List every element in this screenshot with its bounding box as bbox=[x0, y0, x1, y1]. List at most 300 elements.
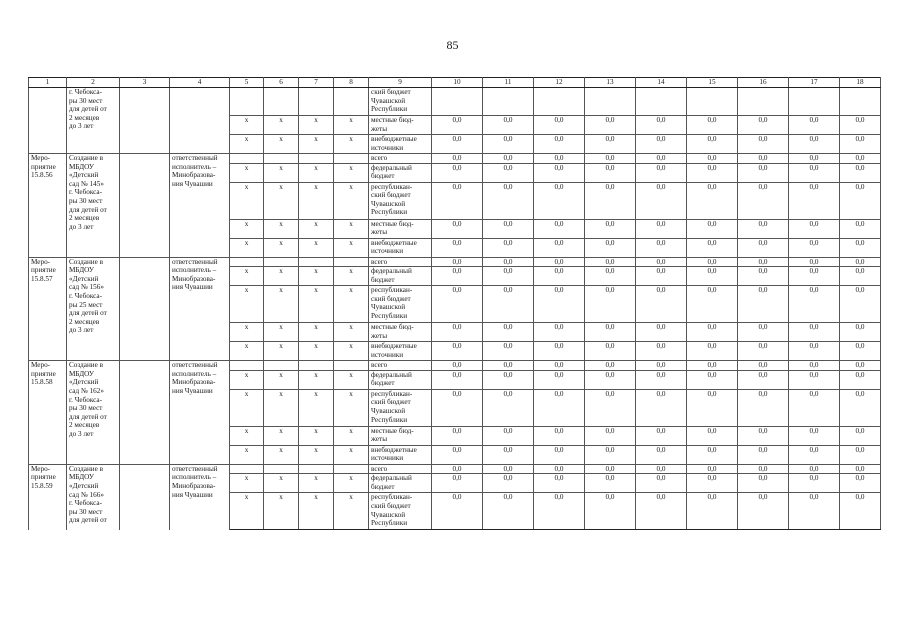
code-mark: x bbox=[299, 163, 334, 182]
value-cell: 0,0 bbox=[738, 342, 789, 361]
value-cell: 0,0 bbox=[432, 257, 483, 267]
value-cell: 0,0 bbox=[534, 493, 585, 530]
value-cell: 0,0 bbox=[585, 135, 636, 154]
executor bbox=[170, 88, 230, 154]
value-cell: 0,0 bbox=[687, 342, 738, 361]
code-mark bbox=[264, 257, 299, 267]
funding-source: республикан- ский бюджет Чувашской Республики bbox=[369, 493, 432, 530]
value-cell: 0,0 bbox=[432, 389, 483, 426]
empty-cell bbox=[120, 464, 170, 530]
code-mark: x bbox=[334, 370, 369, 389]
empty-cell bbox=[120, 257, 170, 361]
value-cell: 0,0 bbox=[738, 135, 789, 154]
code-mark: x bbox=[299, 474, 334, 493]
executor: ответственный исполнитель – Минобразова- ния Чувашии bbox=[170, 361, 230, 465]
value-cell: 0,0 bbox=[789, 219, 840, 238]
code-mark: x bbox=[334, 286, 369, 323]
code-mark: x bbox=[230, 182, 264, 219]
code-mark bbox=[264, 88, 299, 116]
code-mark: x bbox=[299, 370, 334, 389]
measure-name: Создание в МБДОУ «Детский сад № 145» г. Чебокса- ры 30 мест для детей от 2 месяцев до 3 лет bbox=[67, 154, 120, 258]
code-mark: x bbox=[334, 135, 369, 154]
column-header-8: 8 bbox=[334, 78, 369, 88]
code-mark bbox=[264, 464, 299, 474]
value-cell: 0,0 bbox=[585, 286, 636, 323]
code-mark: x bbox=[299, 323, 334, 342]
table-row bbox=[29, 361, 881, 371]
value-cell: 0,0 bbox=[636, 135, 687, 154]
value-cell: 0,0 bbox=[738, 257, 789, 267]
value-cell: 0,0 bbox=[432, 493, 483, 530]
code-mark: x bbox=[230, 342, 264, 361]
value-cell: 0,0 bbox=[534, 238, 585, 257]
code-mark: x bbox=[230, 426, 264, 445]
value-cell: 0,0 bbox=[840, 426, 881, 445]
column-header-11: 11 bbox=[483, 78, 534, 88]
value-cell: 0,0 bbox=[738, 238, 789, 257]
code-mark: x bbox=[264, 219, 299, 238]
value-cell: 0,0 bbox=[432, 267, 483, 286]
code-mark: x bbox=[299, 135, 334, 154]
value-cell: 0,0 bbox=[840, 267, 881, 286]
measure-name: Создание в МБДОУ «Детский сад № 166» г. Чебокса- ры 30 мест для детей от bbox=[67, 464, 120, 530]
value-cell: 0,0 bbox=[636, 163, 687, 182]
value-cell: 0,0 bbox=[636, 267, 687, 286]
code-mark: x bbox=[334, 426, 369, 445]
value-cell: 0,0 bbox=[789, 370, 840, 389]
funding-source: внебюджетные источники bbox=[369, 135, 432, 154]
code-mark: x bbox=[230, 323, 264, 342]
value-cell: 0,0 bbox=[840, 361, 881, 371]
funding-source: местные бюд- жеты bbox=[369, 426, 432, 445]
value-cell: 0,0 bbox=[483, 493, 534, 530]
value-cell: 0,0 bbox=[483, 163, 534, 182]
measure-code bbox=[29, 88, 67, 154]
funding-source: местные бюд- жеты bbox=[369, 323, 432, 342]
value-cell: 0,0 bbox=[585, 389, 636, 426]
code-mark: x bbox=[264, 389, 299, 426]
value-cell: 0,0 bbox=[840, 286, 881, 323]
value-cell: 0,0 bbox=[585, 474, 636, 493]
column-header-15: 15 bbox=[687, 78, 738, 88]
code-mark bbox=[334, 464, 369, 474]
value-cell bbox=[738, 88, 789, 116]
table-body bbox=[29, 88, 881, 530]
value-cell: 0,0 bbox=[789, 342, 840, 361]
code-mark bbox=[299, 257, 334, 267]
value-cell: 0,0 bbox=[534, 342, 585, 361]
value-cell: 0,0 bbox=[840, 493, 881, 530]
value-cell: 0,0 bbox=[432, 445, 483, 464]
value-cell: 0,0 bbox=[585, 219, 636, 238]
code-mark: x bbox=[264, 474, 299, 493]
value-cell: 0,0 bbox=[585, 257, 636, 267]
value-cell: 0,0 bbox=[687, 116, 738, 135]
value-cell: 0,0 bbox=[585, 361, 636, 371]
value-cell bbox=[789, 88, 840, 116]
value-cell: 0,0 bbox=[789, 426, 840, 445]
value-cell: 0,0 bbox=[840, 389, 881, 426]
value-cell: 0,0 bbox=[687, 464, 738, 474]
value-cell: 0,0 bbox=[534, 474, 585, 493]
column-header-16: 16 bbox=[738, 78, 789, 88]
value-cell: 0,0 bbox=[432, 219, 483, 238]
code-mark: x bbox=[299, 445, 334, 464]
code-mark bbox=[264, 361, 299, 371]
code-mark: x bbox=[264, 445, 299, 464]
value-cell: 0,0 bbox=[585, 493, 636, 530]
funding-source: всего bbox=[369, 464, 432, 474]
value-cell: 0,0 bbox=[636, 342, 687, 361]
value-cell: 0,0 bbox=[687, 445, 738, 464]
code-mark: x bbox=[334, 474, 369, 493]
code-mark bbox=[230, 464, 264, 474]
empty-cell bbox=[120, 154, 170, 258]
value-cell: 0,0 bbox=[585, 323, 636, 342]
value-cell: 0,0 bbox=[432, 238, 483, 257]
value-cell: 0,0 bbox=[432, 286, 483, 323]
table-row bbox=[29, 154, 881, 164]
value-cell: 0,0 bbox=[738, 286, 789, 323]
value-cell: 0,0 bbox=[432, 323, 483, 342]
value-cell: 0,0 bbox=[840, 474, 881, 493]
value-cell bbox=[636, 88, 687, 116]
value-cell: 0,0 bbox=[534, 389, 585, 426]
value-cell: 0,0 bbox=[636, 426, 687, 445]
code-mark bbox=[299, 361, 334, 371]
value-cell: 0,0 bbox=[738, 389, 789, 426]
value-cell: 0,0 bbox=[636, 182, 687, 219]
table-row bbox=[29, 464, 881, 474]
value-cell: 0,0 bbox=[687, 361, 738, 371]
code-mark: x bbox=[264, 182, 299, 219]
value-cell: 0,0 bbox=[789, 323, 840, 342]
value-cell: 0,0 bbox=[483, 370, 534, 389]
value-cell: 0,0 bbox=[534, 323, 585, 342]
value-cell: 0,0 bbox=[789, 238, 840, 257]
value-cell: 0,0 bbox=[840, 445, 881, 464]
value-cell: 0,0 bbox=[432, 464, 483, 474]
code-mark bbox=[230, 361, 264, 371]
code-mark: x bbox=[299, 182, 334, 219]
code-mark bbox=[299, 88, 334, 116]
value-cell: 0,0 bbox=[738, 323, 789, 342]
value-cell: 0,0 bbox=[840, 323, 881, 342]
code-mark: x bbox=[334, 389, 369, 426]
column-header-row bbox=[29, 78, 881, 88]
value-cell: 0,0 bbox=[738, 426, 789, 445]
column-header-7: 7 bbox=[299, 78, 334, 88]
funding-source: федеральный бюджет bbox=[369, 163, 432, 182]
funding-source: всего bbox=[369, 257, 432, 267]
value-cell: 0,0 bbox=[534, 370, 585, 389]
code-mark: x bbox=[264, 135, 299, 154]
value-cell: 0,0 bbox=[789, 286, 840, 323]
value-cell: 0,0 bbox=[840, 116, 881, 135]
column-header-2: 2 bbox=[67, 78, 120, 88]
funding-source: всего bbox=[369, 154, 432, 164]
value-cell: 0,0 bbox=[432, 342, 483, 361]
value-cell: 0,0 bbox=[636, 389, 687, 426]
funding-source: внебюджетные источники bbox=[369, 238, 432, 257]
code-mark: x bbox=[334, 323, 369, 342]
value-cell: 0,0 bbox=[534, 267, 585, 286]
column-header-12: 12 bbox=[534, 78, 585, 88]
code-mark bbox=[230, 154, 264, 164]
code-mark bbox=[230, 257, 264, 267]
code-mark bbox=[299, 154, 334, 164]
code-mark bbox=[334, 154, 369, 164]
funding-source: федеральный бюджет bbox=[369, 267, 432, 286]
value-cell: 0,0 bbox=[738, 464, 789, 474]
executor: ответственный исполнитель – Минобразова- ния Чувашии bbox=[170, 257, 230, 361]
code-mark: x bbox=[264, 116, 299, 135]
measure-name: Создание в МБДОУ «Детский сад № 156» г. Чебокса- ры 25 мест для детей от 2 месяцев до 3 лет bbox=[67, 257, 120, 361]
code-mark: x bbox=[334, 116, 369, 135]
value-cell: 0,0 bbox=[738, 267, 789, 286]
value-cell: 0,0 bbox=[636, 286, 687, 323]
code-mark: x bbox=[264, 267, 299, 286]
executor: ответственный исполнитель – Минобразова- ния Чувашии bbox=[170, 154, 230, 258]
funding-source: республикан- ский бюджет Чувашской Республики bbox=[369, 389, 432, 426]
value-cell: 0,0 bbox=[840, 342, 881, 361]
measure-name: Создание в МБДОУ «Детский сад № 162» г. Чебокса- ры 30 мест для детей от 2 месяцев до 3 лет bbox=[67, 361, 120, 465]
column-header-1: 1 bbox=[29, 78, 67, 88]
value-cell: 0,0 bbox=[636, 474, 687, 493]
value-cell: 0,0 bbox=[534, 219, 585, 238]
value-cell: 0,0 bbox=[789, 361, 840, 371]
value-cell: 0,0 bbox=[738, 361, 789, 371]
code-mark: x bbox=[230, 389, 264, 426]
value-cell: 0,0 bbox=[789, 116, 840, 135]
value-cell: 0,0 bbox=[636, 464, 687, 474]
value-cell: 0,0 bbox=[840, 219, 881, 238]
value-cell: 0,0 bbox=[534, 163, 585, 182]
value-cell: 0,0 bbox=[534, 257, 585, 267]
funding-source: республикан- ский бюджет Чувашской Республики bbox=[369, 182, 432, 219]
value-cell: 0,0 bbox=[483, 445, 534, 464]
code-mark: x bbox=[299, 493, 334, 530]
value-cell: 0,0 bbox=[483, 464, 534, 474]
value-cell: 0,0 bbox=[789, 464, 840, 474]
code-mark: x bbox=[334, 445, 369, 464]
code-mark: x bbox=[264, 426, 299, 445]
code-mark: x bbox=[299, 389, 334, 426]
code-mark: x bbox=[299, 116, 334, 135]
value-cell: 0,0 bbox=[585, 116, 636, 135]
table-row bbox=[29, 88, 881, 116]
value-cell: 0,0 bbox=[687, 154, 738, 164]
funding-source: федеральный бюджет bbox=[369, 474, 432, 493]
value-cell: 0,0 bbox=[789, 182, 840, 219]
code-mark: x bbox=[264, 286, 299, 323]
value-cell: 0,0 bbox=[687, 389, 738, 426]
value-cell bbox=[483, 88, 534, 116]
value-cell: 0,0 bbox=[636, 445, 687, 464]
table-row bbox=[29, 257, 881, 267]
value-cell: 0,0 bbox=[840, 257, 881, 267]
value-cell: 0,0 bbox=[483, 182, 534, 219]
value-cell: 0,0 bbox=[483, 389, 534, 426]
column-header-13: 13 bbox=[585, 78, 636, 88]
value-cell: 0,0 bbox=[840, 154, 881, 164]
code-mark: x bbox=[334, 182, 369, 219]
value-cell: 0,0 bbox=[483, 286, 534, 323]
value-cell: 0,0 bbox=[738, 154, 789, 164]
page-number: 85 bbox=[446, 38, 459, 52]
value-cell: 0,0 bbox=[585, 445, 636, 464]
budget-table bbox=[28, 77, 881, 530]
funding-source: федеральный бюджет bbox=[369, 370, 432, 389]
code-mark: x bbox=[299, 286, 334, 323]
value-cell: 0,0 bbox=[483, 257, 534, 267]
value-cell: 0,0 bbox=[840, 182, 881, 219]
code-mark: x bbox=[334, 163, 369, 182]
funding-source: местные бюд- жеты bbox=[369, 219, 432, 238]
code-mark: x bbox=[230, 286, 264, 323]
column-header-17: 17 bbox=[789, 78, 840, 88]
value-cell: 0,0 bbox=[534, 135, 585, 154]
code-mark: x bbox=[230, 135, 264, 154]
code-mark: x bbox=[299, 426, 334, 445]
value-cell: 0,0 bbox=[738, 219, 789, 238]
funding-source: ский бюджет Чувашской Республики bbox=[369, 88, 432, 116]
value-cell: 0,0 bbox=[738, 163, 789, 182]
code-mark: x bbox=[230, 116, 264, 135]
value-cell: 0,0 bbox=[432, 182, 483, 219]
value-cell: 0,0 bbox=[687, 257, 738, 267]
measure-code: Меро- приятие 15.8.56 bbox=[29, 154, 67, 258]
value-cell: 0,0 bbox=[636, 361, 687, 371]
value-cell: 0,0 bbox=[585, 154, 636, 164]
value-cell: 0,0 bbox=[636, 238, 687, 257]
funding-source: внебюджетные источники bbox=[369, 445, 432, 464]
value-cell: 0,0 bbox=[534, 182, 585, 219]
value-cell: 0,0 bbox=[585, 163, 636, 182]
code-mark: x bbox=[264, 370, 299, 389]
code-mark: x bbox=[264, 493, 299, 530]
value-cell: 0,0 bbox=[585, 370, 636, 389]
value-cell: 0,0 bbox=[483, 267, 534, 286]
value-cell: 0,0 bbox=[840, 163, 881, 182]
code-mark: x bbox=[230, 163, 264, 182]
column-header-6: 6 bbox=[264, 78, 299, 88]
funding-source: местные бюд- жеты bbox=[369, 116, 432, 135]
value-cell: 0,0 bbox=[534, 426, 585, 445]
code-mark: x bbox=[230, 219, 264, 238]
value-cell: 0,0 bbox=[687, 182, 738, 219]
value-cell: 0,0 bbox=[432, 135, 483, 154]
value-cell: 0,0 bbox=[432, 116, 483, 135]
value-cell: 0,0 bbox=[585, 267, 636, 286]
value-cell: 0,0 bbox=[738, 474, 789, 493]
empty-cell bbox=[120, 361, 170, 465]
value-cell: 0,0 bbox=[687, 135, 738, 154]
value-cell: 0,0 bbox=[789, 474, 840, 493]
value-cell: 0,0 bbox=[432, 163, 483, 182]
value-cell: 0,0 bbox=[636, 154, 687, 164]
code-mark: x bbox=[264, 342, 299, 361]
value-cell: 0,0 bbox=[432, 474, 483, 493]
value-cell: 0,0 bbox=[483, 426, 534, 445]
code-mark: x bbox=[230, 474, 264, 493]
code-mark bbox=[264, 154, 299, 164]
value-cell: 0,0 bbox=[789, 267, 840, 286]
code-mark bbox=[334, 257, 369, 267]
value-cell: 0,0 bbox=[534, 286, 585, 323]
value-cell bbox=[534, 88, 585, 116]
code-mark: x bbox=[334, 219, 369, 238]
value-cell bbox=[585, 88, 636, 116]
value-cell: 0,0 bbox=[687, 474, 738, 493]
value-cell: 0,0 bbox=[687, 163, 738, 182]
value-cell: 0,0 bbox=[483, 361, 534, 371]
value-cell: 0,0 bbox=[483, 474, 534, 493]
value-cell: 0,0 bbox=[483, 323, 534, 342]
value-cell: 0,0 bbox=[534, 464, 585, 474]
value-cell: 0,0 bbox=[687, 493, 738, 530]
empty-cell bbox=[120, 88, 170, 154]
column-header-5: 5 bbox=[230, 78, 264, 88]
value-cell: 0,0 bbox=[636, 257, 687, 267]
value-cell: 0,0 bbox=[483, 238, 534, 257]
funding-source: всего bbox=[369, 361, 432, 371]
value-cell: 0,0 bbox=[687, 267, 738, 286]
code-mark: x bbox=[334, 267, 369, 286]
value-cell: 0,0 bbox=[432, 154, 483, 164]
value-cell: 0,0 bbox=[585, 238, 636, 257]
value-cell: 0,0 bbox=[636, 116, 687, 135]
value-cell: 0,0 bbox=[432, 361, 483, 371]
value-cell: 0,0 bbox=[738, 493, 789, 530]
value-cell: 0,0 bbox=[432, 370, 483, 389]
value-cell: 0,0 bbox=[687, 426, 738, 445]
value-cell bbox=[687, 88, 738, 116]
code-mark: x bbox=[334, 493, 369, 530]
value-cell: 0,0 bbox=[789, 445, 840, 464]
value-cell: 0,0 bbox=[483, 135, 534, 154]
value-cell: 0,0 bbox=[636, 219, 687, 238]
code-mark: x bbox=[299, 342, 334, 361]
value-cell: 0,0 bbox=[840, 238, 881, 257]
column-header-3: 3 bbox=[120, 78, 170, 88]
value-cell: 0,0 bbox=[534, 361, 585, 371]
code-mark: x bbox=[230, 267, 264, 286]
value-cell: 0,0 bbox=[789, 135, 840, 154]
code-mark: x bbox=[299, 267, 334, 286]
value-cell: 0,0 bbox=[636, 370, 687, 389]
column-header-14: 14 bbox=[636, 78, 687, 88]
code-mark bbox=[334, 88, 369, 116]
code-mark: x bbox=[299, 238, 334, 257]
value-cell: 0,0 bbox=[483, 116, 534, 135]
value-cell bbox=[432, 88, 483, 116]
value-cell: 0,0 bbox=[534, 154, 585, 164]
value-cell bbox=[840, 88, 881, 116]
value-cell: 0,0 bbox=[738, 116, 789, 135]
code-mark: x bbox=[299, 219, 334, 238]
measure-code: Меро- приятие 15.8.59 bbox=[29, 464, 67, 530]
value-cell: 0,0 bbox=[687, 370, 738, 389]
funding-source: внебюджетные источники bbox=[369, 342, 432, 361]
column-header-9: 9 bbox=[369, 78, 432, 88]
value-cell: 0,0 bbox=[585, 464, 636, 474]
value-cell: 0,0 bbox=[789, 389, 840, 426]
executor: ответственный исполнитель – Минобразова- ния Чувашии bbox=[170, 464, 230, 530]
value-cell: 0,0 bbox=[636, 493, 687, 530]
value-cell: 0,0 bbox=[432, 426, 483, 445]
value-cell: 0,0 bbox=[687, 238, 738, 257]
